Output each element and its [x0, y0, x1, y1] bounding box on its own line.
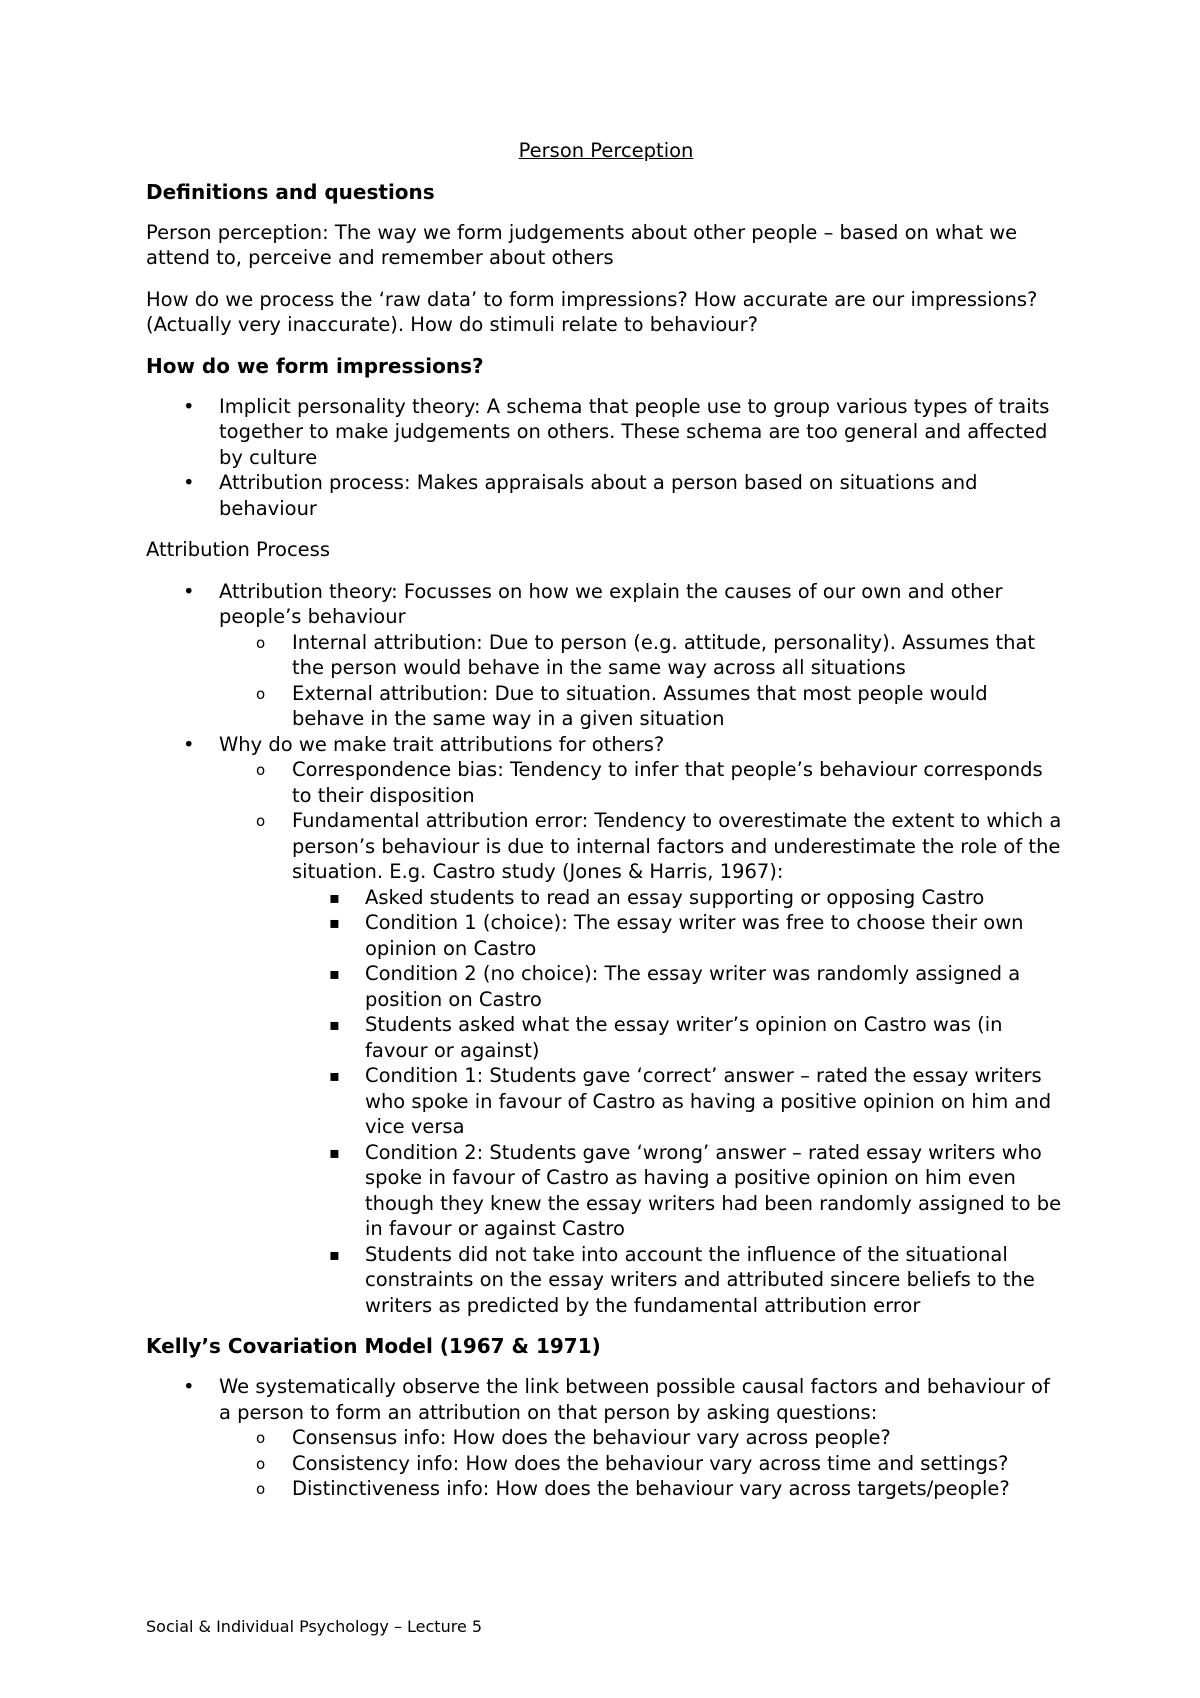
subheading-attribution-process: Attribution Process: [146, 538, 330, 561]
list-item: o External attribution: Due to situation. Assumes that most people would behave in the same way in a given situation: [219, 681, 1066, 732]
list-item: ▪ Condition 1 (choice): The essay writer was free to choose their own opinion on Castro: [292, 910, 1066, 961]
impressions-list: [146, 394, 1066, 522]
list-item: ▪ Condition 2: Students gave ‘wrong’ answer – rated essay writers who spoke in favour of Castro as having a positive opinion on him even though they knew the essay writers had been randomly assigned to be in favour or against Castro: [292, 1140, 1066, 1242]
attribution-sublist: [219, 630, 1066, 732]
attribution-list: [146, 579, 1066, 1319]
list-item-text: Why do we make trait attributions for others?: [219, 732, 665, 756]
castro-study-list: [292, 885, 1066, 1319]
list-item: ▪ Condition 1: Students gave ‘correct’ answer – rated the essay writers who spoke in favour of Castro as having a positive opinion on him and vice versa: [292, 1063, 1066, 1140]
section-heading-definitions: Definitions and questions: [146, 179, 435, 204]
list-item: o Internal attribution: Due to person (e.g. attitude, personality). Assumes that the person would behave in the same way across all situations: [219, 630, 1066, 681]
list-item: ▪ Condition 2 (no choice): The essay writer was randomly assigned a position on Castro: [292, 961, 1066, 1012]
page-title: Person Perception: [518, 139, 694, 162]
list-item: o Correspondence bias: Tendency to infer that people’s behaviour corresponds to their disposition: [219, 757, 1066, 808]
list-item: [146, 732, 1066, 1319]
list-item: [146, 579, 1066, 732]
list-item: [219, 808, 1066, 1318]
list-item: [146, 1374, 1066, 1502]
list-item-text: Attribution theory: Focusses on how we explain the causes of our own and other people’s behaviour: [219, 579, 1003, 628]
list-item: • Attribution process: Makes appraisals about a person based on situations and behaviour: [146, 470, 1066, 521]
list-item: • Implicit personality theory: A schema that people use to group various types of traits together to make judgements on others. These schema are too general and affected by culture: [146, 394, 1066, 471]
section-heading-kelly: Kelly’s Covariation Model (1967 & 1971): [146, 1334, 601, 1358]
list-item: ▪ Students did not take into account the influence of the situational constraints on the essay writers and attributed sincere beliefs to the writers as predicted by the fundamental attribution error: [292, 1242, 1066, 1319]
paragraph-definition: Person perception: The way we form judgements about other people – based on what we attend to, perceive and remember about others: [146, 220, 1018, 269]
document-page: [146, 138, 1066, 1518]
trait-attribution-sublist: [219, 757, 1066, 1318]
list-item-text: Fundamental attribution error: Tendency to overestimate the extent to which a person’s behaviour is due to internal factors and underestimate the role of the situation. E.g. Castro study (Jones & Harris, 1967):: [292, 809, 1062, 883]
list-item: o Consistency info: How does the behaviour vary across time and settings?: [219, 1451, 1066, 1477]
paragraph-questions: How do we process the ‘raw data’ to form impressions? How accurate are our impressions? (Actually very inaccurate). How do stimuli relate to behaviour?: [146, 287, 1038, 336]
section-heading-impressions: How do we form impressions?: [146, 353, 484, 378]
list-item: o Distinctiveness info: How does the behaviour vary across targets/people?: [219, 1476, 1066, 1502]
list-item: ▪ Asked students to read an essay supporting or opposing Castro: [292, 885, 1066, 911]
page-footer: Social & Individual Psychology – Lecture 5: [146, 1617, 483, 1636]
kelly-sublist: [219, 1425, 1066, 1502]
list-item: ▪ Students asked what the essay writer’s opinion on Castro was (in favour or against): [292, 1012, 1066, 1063]
list-item: o Consensus info: How does the behaviour vary across people?: [219, 1425, 1066, 1451]
list-item-text: We systematically observe the link between possible causal factors and behaviour of a person to form an attribution on that person by asking questions:: [219, 1375, 1050, 1424]
kelly-list: [146, 1374, 1066, 1502]
